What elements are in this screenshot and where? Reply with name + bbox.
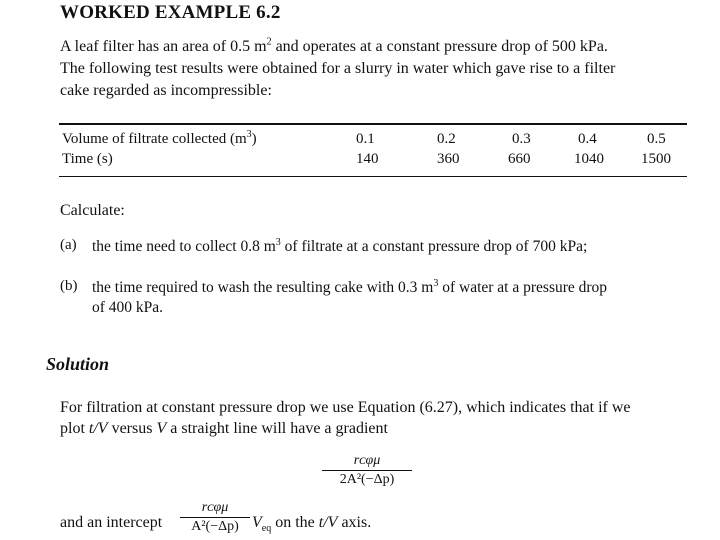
question-b-line-2: of 400 kPa. bbox=[92, 299, 164, 316]
question-b-line-1: the time required to wash the resulting cake with 0.3 $m^3$ of water at a pressure drop bbox=[92, 277, 608, 296]
intercept-suffix: $V_{eq}$ on the t/V axis. bbox=[252, 514, 372, 535]
time-cell: 660 bbox=[508, 151, 531, 167]
solution-line-1: For filtration at constant pressure drop we use Equation (6.27), which indicates that if we bbox=[60, 399, 631, 416]
intro-line-2: The following test results were obtained for a slurry in water which gave rise to a filter bbox=[60, 60, 616, 77]
intercept-fraction-bar bbox=[180, 517, 250, 518]
gradient-denominator: 2A²(−Δp) bbox=[339, 472, 395, 487]
intercept-prefix: and an intercept bbox=[60, 514, 163, 531]
table-row-volume-label: Volume of filtrate collected $(m^3)$ bbox=[62, 129, 257, 147]
intercept-numerator: rᴄφμ bbox=[201, 500, 229, 515]
question-a-text: the time need to collect 0.8 $m^3$ of filtrate at a constant pressure drop of 700 kPa; bbox=[92, 236, 588, 255]
gradient-numerator: rᴄφμ bbox=[353, 453, 381, 468]
solution-heading: Solution bbox=[46, 354, 110, 374]
question-b-marker: (b) bbox=[60, 278, 78, 294]
question-a-marker: (a) bbox=[60, 237, 77, 253]
intro-line-3: cake regarded as incompressible: bbox=[60, 82, 272, 99]
solution-line-2: plot t/V versus V a straight line will have a gradient bbox=[60, 420, 388, 437]
intercept-fraction bbox=[180, 500, 250, 535]
page-title: WORKED EXAMPLE 6.2 bbox=[60, 2, 281, 23]
volume-cell: 0.4 bbox=[578, 131, 597, 147]
gradient-fraction-bar bbox=[322, 470, 412, 471]
volume-cell: 0.1 bbox=[356, 131, 375, 147]
time-cell: 1500 bbox=[641, 151, 671, 167]
volume-cell: 0.5 bbox=[647, 131, 666, 147]
time-cell: 140 bbox=[356, 151, 379, 167]
volume-cell: 0.2 bbox=[437, 131, 456, 147]
volume-cell: 0.3 bbox=[512, 131, 531, 147]
table-top-rule bbox=[59, 123, 687, 125]
table-bottom-rule bbox=[59, 176, 687, 177]
table-row-time-label: Time (s) bbox=[62, 151, 113, 167]
gradient-fraction bbox=[322, 453, 412, 488]
intercept-denominator: A²(−Δp) bbox=[191, 519, 239, 534]
calculate-label: Calculate: bbox=[60, 202, 125, 219]
time-cell: 1040 bbox=[574, 151, 604, 167]
intro-line-1: A leaf filter has an area of 0.5 $m^2$ and operates at a constant pressure drop of 500 kPa. bbox=[60, 36, 608, 55]
time-cell: 360 bbox=[437, 151, 460, 167]
